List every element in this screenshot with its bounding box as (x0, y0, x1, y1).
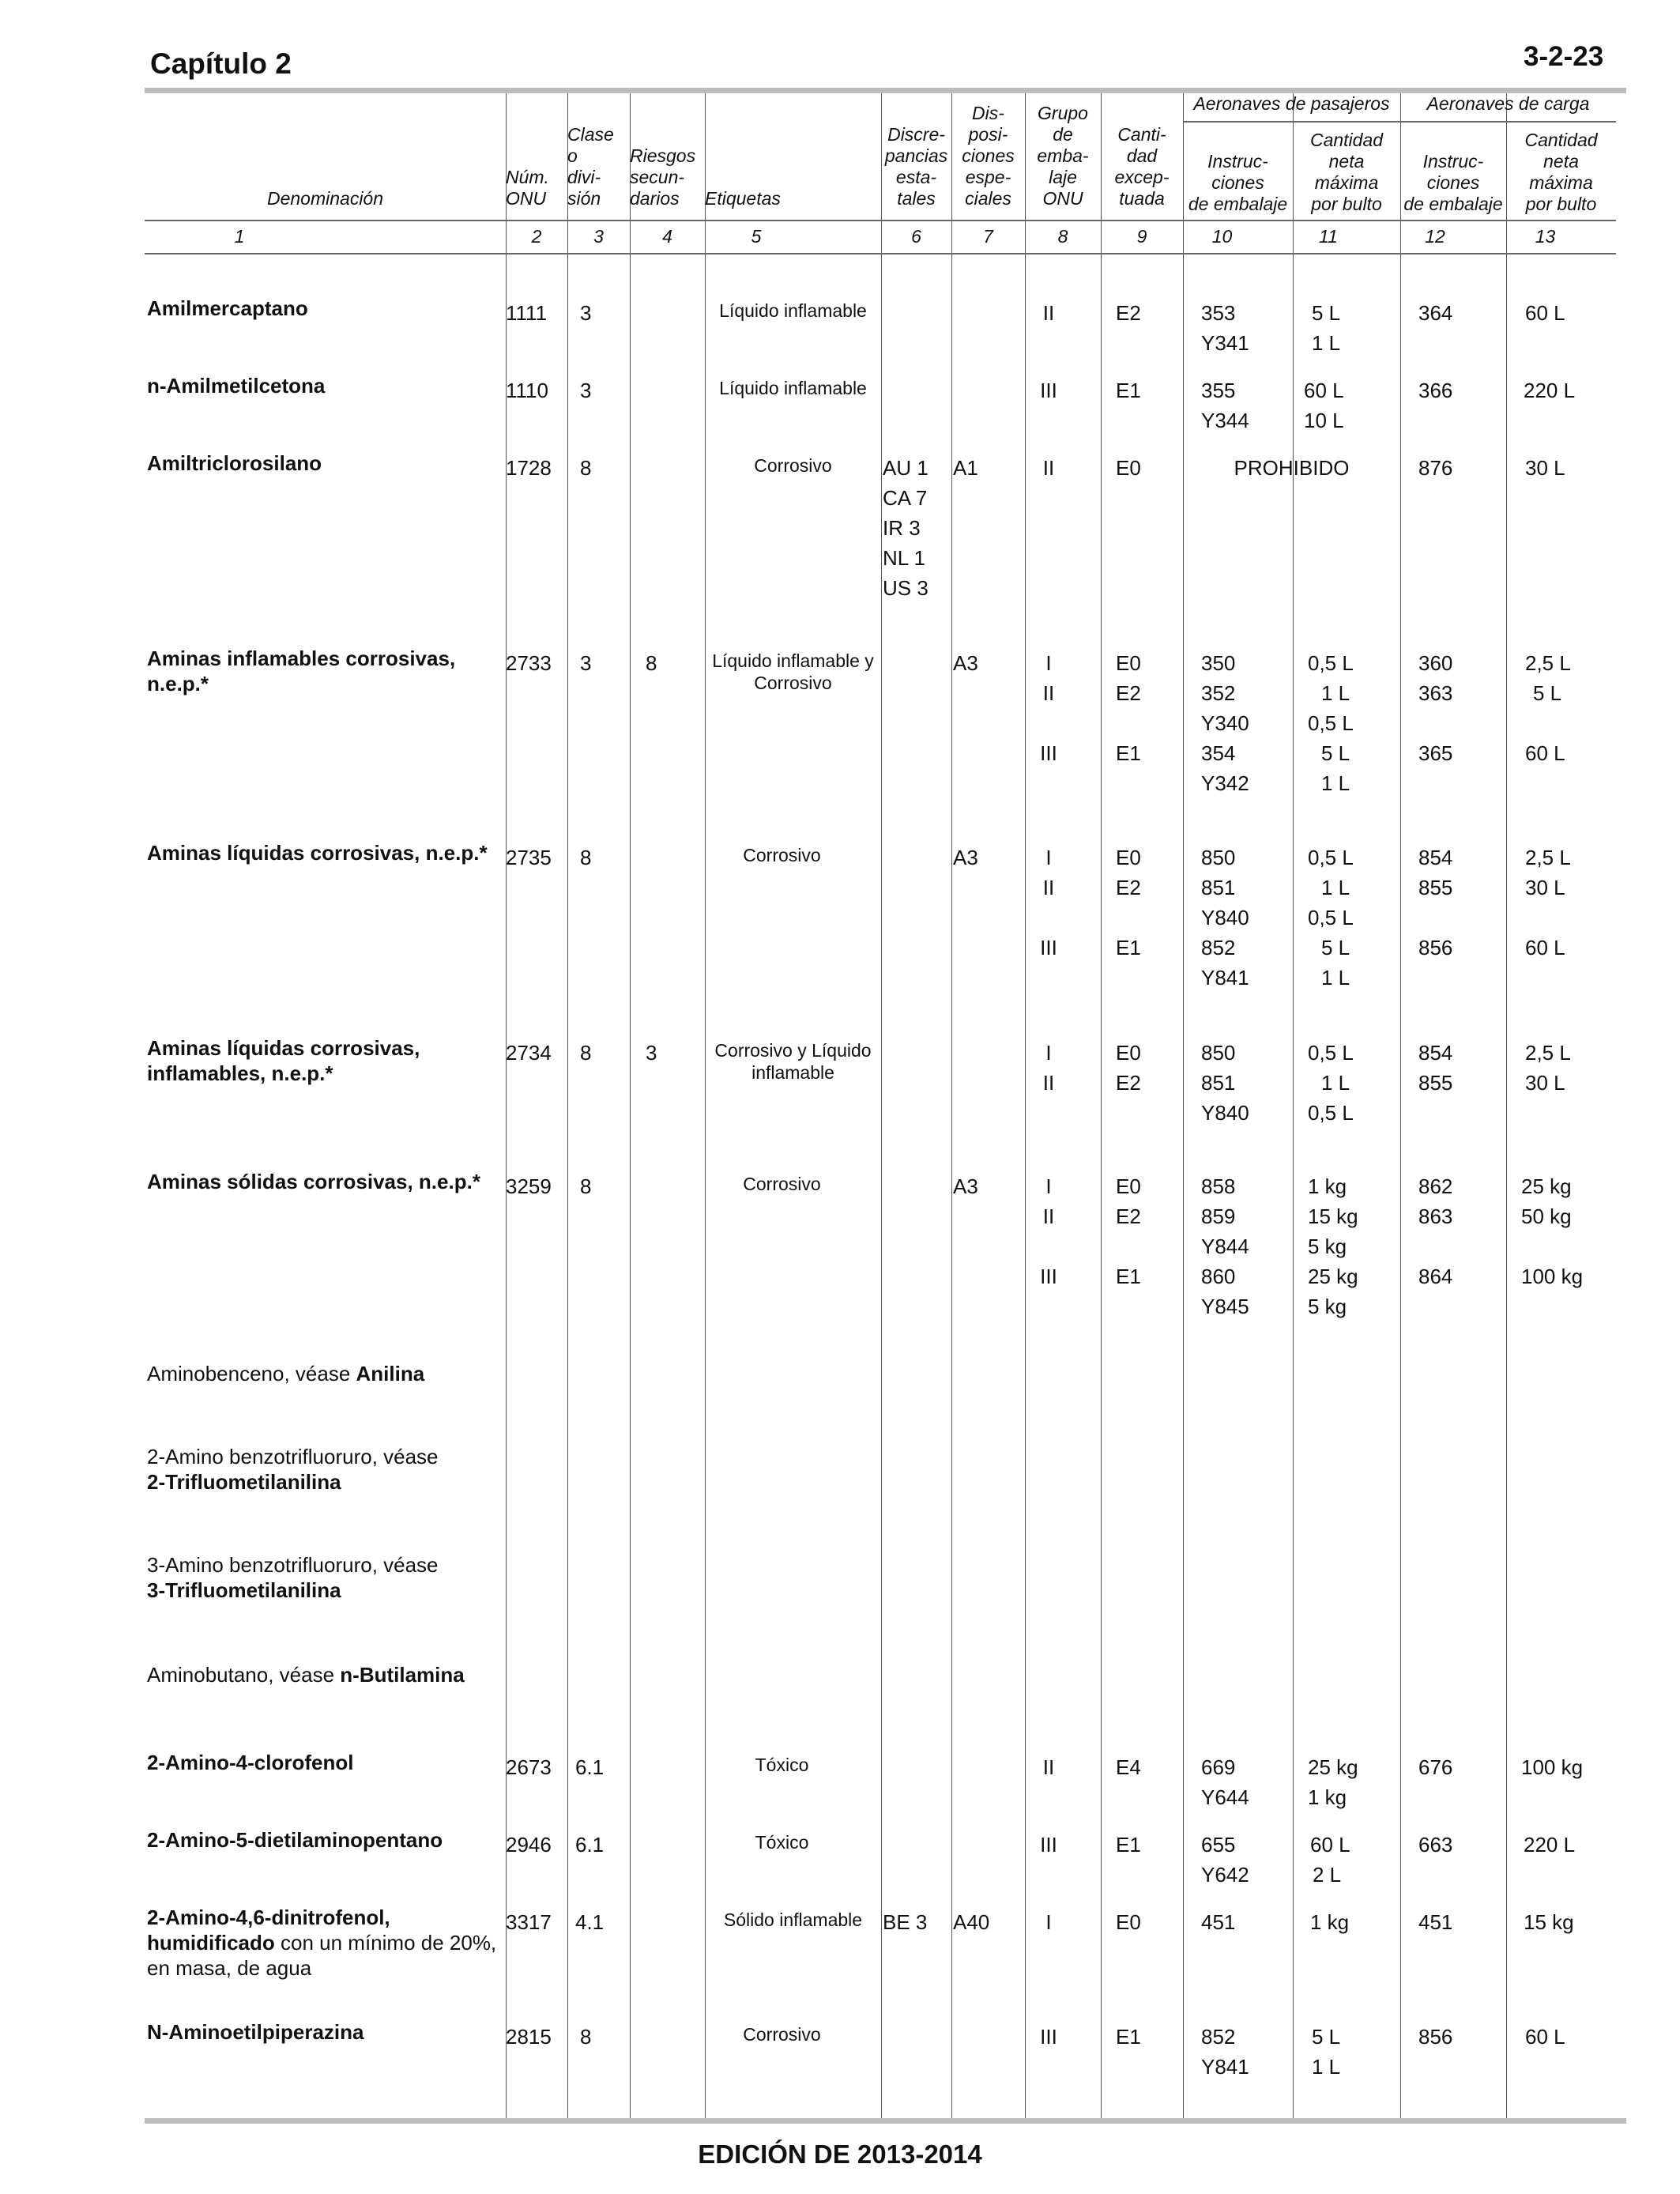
cargo-net-quantity: 2,5 L 30 L (1525, 1041, 1571, 1095)
excepted-quantity: E1 (1116, 379, 1141, 402)
packing-group: III (1040, 2025, 1057, 2049)
passenger-net-quantity: 5 L 1 L (1312, 2025, 1341, 2079)
cargo-net-quantity: 2,5 L 30 L 60 L (1525, 846, 1571, 959)
column-number: 7 (983, 226, 993, 247)
state-variations: BE 3 (883, 1910, 928, 1934)
special-provisions: A40 (953, 1910, 990, 1934)
cargo-instructions: 856 (1418, 2025, 1453, 2049)
label-value: Corrosivo (743, 1174, 821, 1194)
header-instrucciones-carga: Instruc- ciones de embalaje (1403, 151, 1503, 214)
header-grupo: Grupo de emba- laje ONU (1037, 103, 1089, 209)
column-number: 3 (593, 226, 604, 247)
un-number: 1728 (506, 456, 552, 480)
row-name: 2-Amino-4-clorofenol (147, 1751, 354, 1774)
excepted-quantity: E0 E2 (1116, 1041, 1141, 1095)
column-number: 11 (1319, 226, 1338, 247)
passenger-net-quantity: 1 kg (1310, 1910, 1350, 1934)
header-cantidad-carga: Cantidad neta máxima por bulto (1524, 130, 1598, 214)
chapter-title: Capítulo 2 (150, 47, 292, 80)
label-value: Corrosivo (743, 2024, 821, 2045)
excepted-quantity: E0 E2 E1 (1116, 846, 1141, 959)
cargo-net-quantity: 25 kg 50 kg 100 kg (1521, 1174, 1584, 1288)
cargo-net-quantity: 15 kg (1524, 1910, 1574, 1934)
header-num-onu: Núm. ONU (506, 167, 549, 209)
row-name: N-Aminoetilpiperazina (147, 2020, 364, 2044)
header-etiquetas: Etiquetas (705, 188, 781, 209)
label-value: Corrosivo y Líquido inflamable (714, 1040, 872, 1083)
label-value: Corrosivo (743, 845, 821, 865)
row-name: Aminas líquidas corrosivas, n.e.p.* (147, 841, 488, 865)
header-discrepancias: Discre- pancias esta- tales (884, 124, 948, 209)
passenger-instructions: 353 Y341 (1201, 301, 1249, 355)
label-value: Tóxico (755, 1832, 809, 1853)
bottom-rule (145, 2118, 1626, 2124)
column-number-rule (145, 253, 1616, 254)
excepted-quantity: E2 (1116, 301, 1141, 325)
cross-reference: 3-Amino benzotrifluoruro, véase 3-Trifluometilanilina (147, 1553, 439, 1602)
cargo-net-quantity: 220 L (1524, 379, 1576, 402)
passenger-instructions: 451 (1201, 1910, 1236, 1934)
un-number: 2946 (506, 1833, 552, 1857)
cargo-instructions: 854 855 (1418, 1041, 1453, 1095)
special-provisions: A3 (953, 846, 978, 869)
excepted-quantity: E0 (1116, 1910, 1141, 1934)
class-value: 8 (580, 846, 592, 869)
passenger-net-quantity: 60 L 2 L (1310, 1833, 1350, 1887)
class-value: 6.1 (575, 1833, 605, 1857)
excepted-quantity: E0 E2 E1 (1116, 651, 1141, 765)
packing-group: II (1042, 301, 1055, 325)
class-value: 4.1 (575, 1910, 605, 1934)
column-number: 2 (531, 226, 542, 247)
label-value: Tóxico (755, 1755, 809, 1775)
column-divider (567, 93, 568, 2120)
excepted-quantity: E1 (1116, 1833, 1141, 1857)
cargo-instructions: 862 863 864 (1418, 1174, 1453, 1288)
header-cantidad-pasajeros: Cantidad neta máxima por bulto (1309, 130, 1384, 214)
class-value: 8 (580, 1174, 592, 1198)
cargo-net-quantity: 2,5 L 5 L 60 L (1525, 651, 1571, 765)
special-provisions: A1 (953, 456, 978, 480)
header-riesgos: Riesgos secun- darios (630, 145, 696, 209)
class-value: 8 (580, 456, 592, 480)
passenger-net-quantity: 0,5 L 1 L 0,5 L 5 L 1 L (1308, 846, 1354, 990)
column-divider (1506, 93, 1507, 2120)
packing-group: II (1042, 456, 1055, 480)
excepted-quantity: E0 E2 E1 (1116, 1174, 1141, 1288)
column-divider (1400, 93, 1401, 2120)
passenger-net-quantity: 60 L 10 L (1304, 379, 1344, 432)
passenger-net-quantity: 1 kg 15 kg 5 kg 25 kg 5 kg (1308, 1174, 1358, 1318)
header-disposiciones: Dis- posi- ciones espe- ciales (962, 103, 1015, 209)
row-name: Aminas líquidas corrosivas, inflamables, n.e.p.* (147, 1036, 420, 1085)
passenger-net-quantity: 5 L 1 L (1312, 301, 1341, 355)
un-number: 2733 (506, 651, 552, 675)
class-value: 8 (580, 2025, 592, 2049)
passenger-forbidden: PROHIBIDO (1234, 456, 1350, 480)
packing-group: I II III (1040, 651, 1057, 765)
column-number: 1 (234, 226, 245, 247)
top-rule (145, 88, 1626, 93)
cargo-net-quantity: 100 kg (1521, 1755, 1584, 1779)
column-number: 9 (1136, 226, 1147, 247)
packing-group: I II III (1040, 1174, 1057, 1288)
header-cantidad-exceptuada: Canti- dad excep- tuada (1114, 124, 1170, 209)
cross-reference: 2-Amino benzotrifluoruro, véase 2-Trifluometilanilina (147, 1445, 439, 1494)
class-value: 3 (580, 301, 592, 325)
class-value: 3 (580, 651, 592, 675)
un-number: 1111 (506, 301, 548, 325)
un-number: 2815 (506, 2025, 552, 2049)
passenger-net-quantity: 0,5 L 1 L 0,5 L 5 L 1 L (1308, 651, 1354, 795)
passenger-instructions: 355 Y344 (1201, 379, 1249, 432)
cargo-instructions: 663 (1418, 1833, 1453, 1857)
packing-group: I II (1042, 1041, 1055, 1095)
excepted-quantity: E4 (1116, 1755, 1141, 1779)
state-variations: AU 1 CA 7 IR 3 NL 1 US 3 (883, 456, 929, 600)
un-number: 1110 (506, 379, 548, 402)
cargo-instructions: 366 (1418, 379, 1453, 402)
passenger-instructions: 850 851 Y840 (1201, 1041, 1249, 1125)
label-value: Corrosivo (754, 455, 832, 476)
cargo-instructions: 364 (1418, 301, 1453, 325)
cargo-instructions: 451 (1418, 1910, 1453, 1934)
class-value: 6.1 (575, 1755, 605, 1779)
header-rule (145, 220, 1616, 221)
class-value: 8 (580, 1041, 592, 1065)
column-divider (1101, 93, 1102, 2120)
column-divider (1183, 93, 1184, 2120)
passenger-instructions: 852 Y841 (1201, 2025, 1249, 2079)
row-name: Aminas inflamables corrosivas, n.e.p.* (147, 647, 456, 696)
excepted-quantity: E1 (1116, 2025, 1141, 2049)
row-name: 2-Amino-4,6-dinitrofenol, humidificado con un mínimo de 20%, en masa, de agua (147, 1906, 497, 1980)
excepted-quantity: E0 (1116, 456, 1141, 480)
column-number: 12 (1425, 226, 1445, 247)
column-number: 6 (911, 226, 921, 247)
row-name: Amilmercaptano (147, 296, 308, 320)
row-name: Amiltriclorosilano (147, 451, 322, 475)
column-divider (630, 93, 631, 2120)
header-cargo-aircraft: Aeronaves de carga (1426, 93, 1590, 114)
cargo-instructions: 876 (1418, 456, 1453, 480)
edition-footer: EDICIÓN DE 2013-2014 (698, 2139, 982, 2169)
label-value: Sólido inflamable (723, 1909, 863, 1930)
column-number: 4 (662, 226, 672, 247)
header-clase: Clase o divi- sión (567, 124, 614, 209)
packing-group: III (1040, 379, 1057, 402)
header-instrucciones-pasajeros: Instruc- ciones de embalaje (1188, 151, 1288, 214)
packing-group: III (1040, 1833, 1057, 1857)
passenger-instructions: 669 Y644 (1201, 1755, 1249, 1809)
header-passenger-aircraft: Aeronaves de pasajeros (1193, 93, 1390, 114)
passenger-instructions: 858 859 Y844 860 Y845 (1201, 1174, 1249, 1318)
group-header-rule (1183, 121, 1616, 123)
row-name: n-Amilmetilcetona (147, 374, 326, 398)
passenger-instructions: 655 Y642 (1201, 1833, 1249, 1887)
column-number: 13 (1535, 226, 1556, 247)
subsidiary-risk: 8 (646, 651, 657, 675)
cross-reference: Aminobutano, véase n-Butilamina (147, 1663, 465, 1687)
row-name: 2-Amino-5-dietilaminopentano (147, 1828, 443, 1852)
cargo-net-quantity: 30 L (1525, 456, 1565, 480)
un-number: 3317 (506, 1910, 552, 1934)
special-provisions: A3 (953, 1174, 978, 1198)
label-value: Líquido inflamable (719, 300, 867, 321)
subsidiary-risk: 3 (646, 1041, 657, 1065)
cargo-net-quantity: 60 L (1525, 2025, 1565, 2049)
cargo-instructions: 360 363 365 (1418, 651, 1453, 765)
cargo-net-quantity: 60 L (1525, 301, 1565, 325)
un-number: 3259 (506, 1174, 552, 1198)
passenger-instructions: 850 851 Y840 852 Y841 (1201, 846, 1249, 990)
un-number: 2735 (506, 846, 552, 869)
cross-reference: Aminobenceno, véase Anilina (147, 1362, 425, 1385)
label-value: Líquido inflamable (719, 378, 867, 398)
un-number: 2734 (506, 1041, 552, 1065)
cargo-instructions: 676 (1418, 1755, 1453, 1779)
packing-group: I (1045, 1910, 1052, 1934)
passenger-net-quantity: 25 kg 1 kg (1308, 1755, 1358, 1809)
passenger-instructions: 350 352 Y340 354 Y342 (1201, 651, 1249, 795)
cargo-instructions: 854 855 856 (1418, 846, 1453, 959)
column-number: 5 (751, 226, 762, 247)
row-name: Aminas sólidas corrosivas, n.e.p.* (147, 1170, 480, 1193)
header-denominacion: Denominación (266, 188, 384, 209)
column-divider (951, 93, 952, 2120)
column-number: 10 (1211, 226, 1233, 247)
passenger-net-quantity: 0,5 L 1 L 0,5 L (1308, 1041, 1354, 1125)
un-number: 2673 (506, 1755, 552, 1779)
cargo-net-quantity: 220 L (1524, 1833, 1576, 1857)
label-value: Líquido inflamable y Corrosivo (712, 650, 874, 693)
packing-group: II (1042, 1755, 1055, 1779)
class-value: 3 (580, 379, 592, 402)
page-number: 3-2-23 (1524, 41, 1604, 72)
column-number: 8 (1057, 226, 1068, 247)
special-provisions: A3 (953, 651, 978, 675)
column-divider (1293, 93, 1294, 2120)
packing-group: I II III (1040, 846, 1057, 959)
column-divider (881, 93, 882, 2120)
